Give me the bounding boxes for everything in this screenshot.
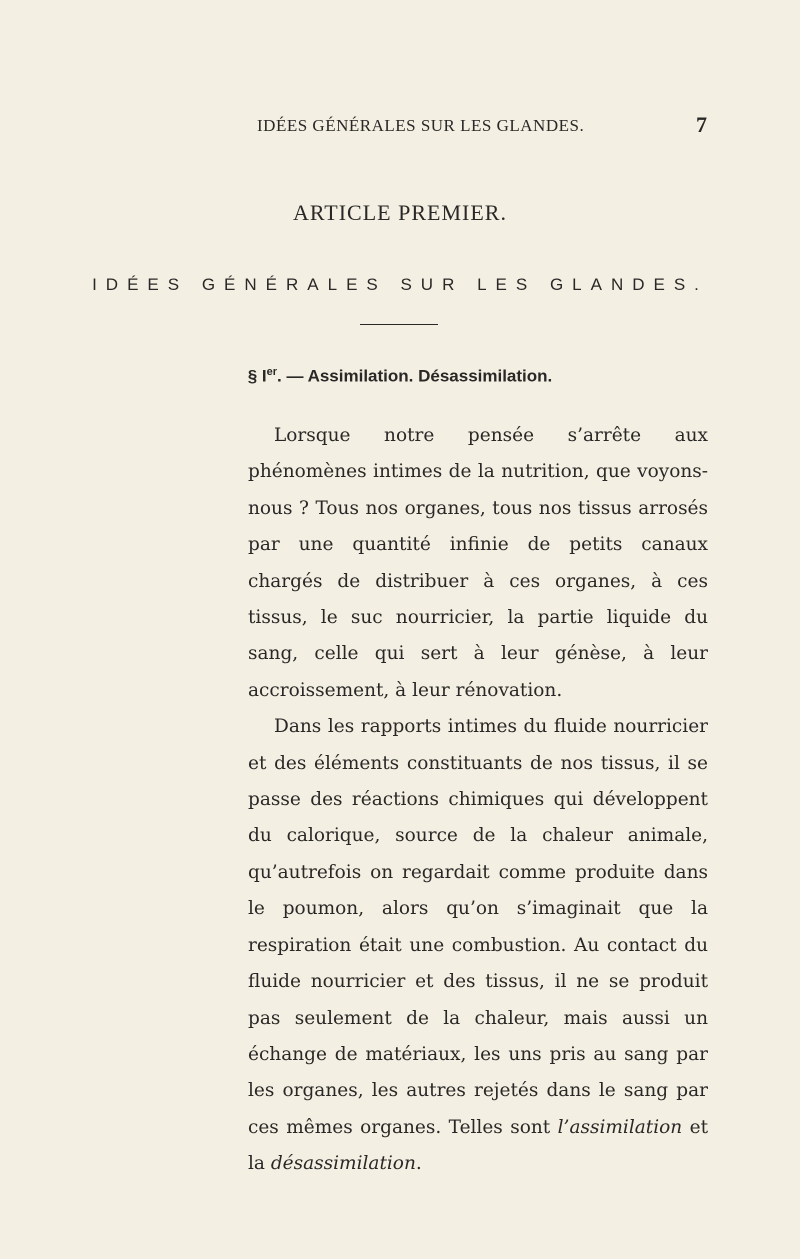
body-text	[248, 418, 708, 1183]
paragraph-2	[248, 709, 708, 1182]
section-heading	[0, 366, 800, 387]
running-head-title: IDÉES GÉNÉRALES SUR LES GLANDES.	[257, 116, 585, 135]
term-desassimilation: désassimilation	[270, 1153, 416, 1175]
running-head	[257, 112, 707, 140]
section-mark: § I	[247, 366, 267, 386]
paragraph-2-text: Dans les rapports intimes du fluide nourricier et des éléments constituants de nos tissus, il se passe des réactions chimiques qui développent du calorique, source de la chaleur animale, qu’autrefois on regardait comme produite dans le poumon, alors qu’on s’imaginait que la respiration était une combustion. Au contact du fluide nourricier et des tissus, il ne se produit pas seulement de la chaleur, mais aussi un échange de matériaux, les uns pris au sang par les organes, les autres rejetés dans le sang par ces mêmes organes. Telles sont	[248, 716, 708, 1138]
divider-rule	[360, 324, 438, 325]
term-assimilation: l’assimilation	[557, 1116, 683, 1138]
article-subtitle: IDÉES GÉNÉRALES SUR LES GLANDES.	[92, 275, 708, 294]
section-title: . — Assimilation. Désassimilation.	[277, 366, 553, 386]
paragraph-2-end: .	[415, 1153, 422, 1175]
paragraph-2-connector: et la	[248, 1116, 709, 1175]
page-number: 7	[696, 112, 707, 137]
section-mark-superscript: er	[266, 366, 278, 378]
paragraph-1: Lorsque notre pensée s’arrête aux phénomènes intimes de la nutrition, que voyons-nous ? Tous nos organes, tous nos tissus arrosés par une quantité infinie de petits canaux chargés de distribuer à ces organes, à ces tissus, le suc nourricier, la partie liquide du sang, celle qui sert à leur génèse, à leur accroissement, à leur rénovation.	[248, 425, 708, 701]
article-title: ARTICLE PREMIER.	[293, 200, 507, 225]
